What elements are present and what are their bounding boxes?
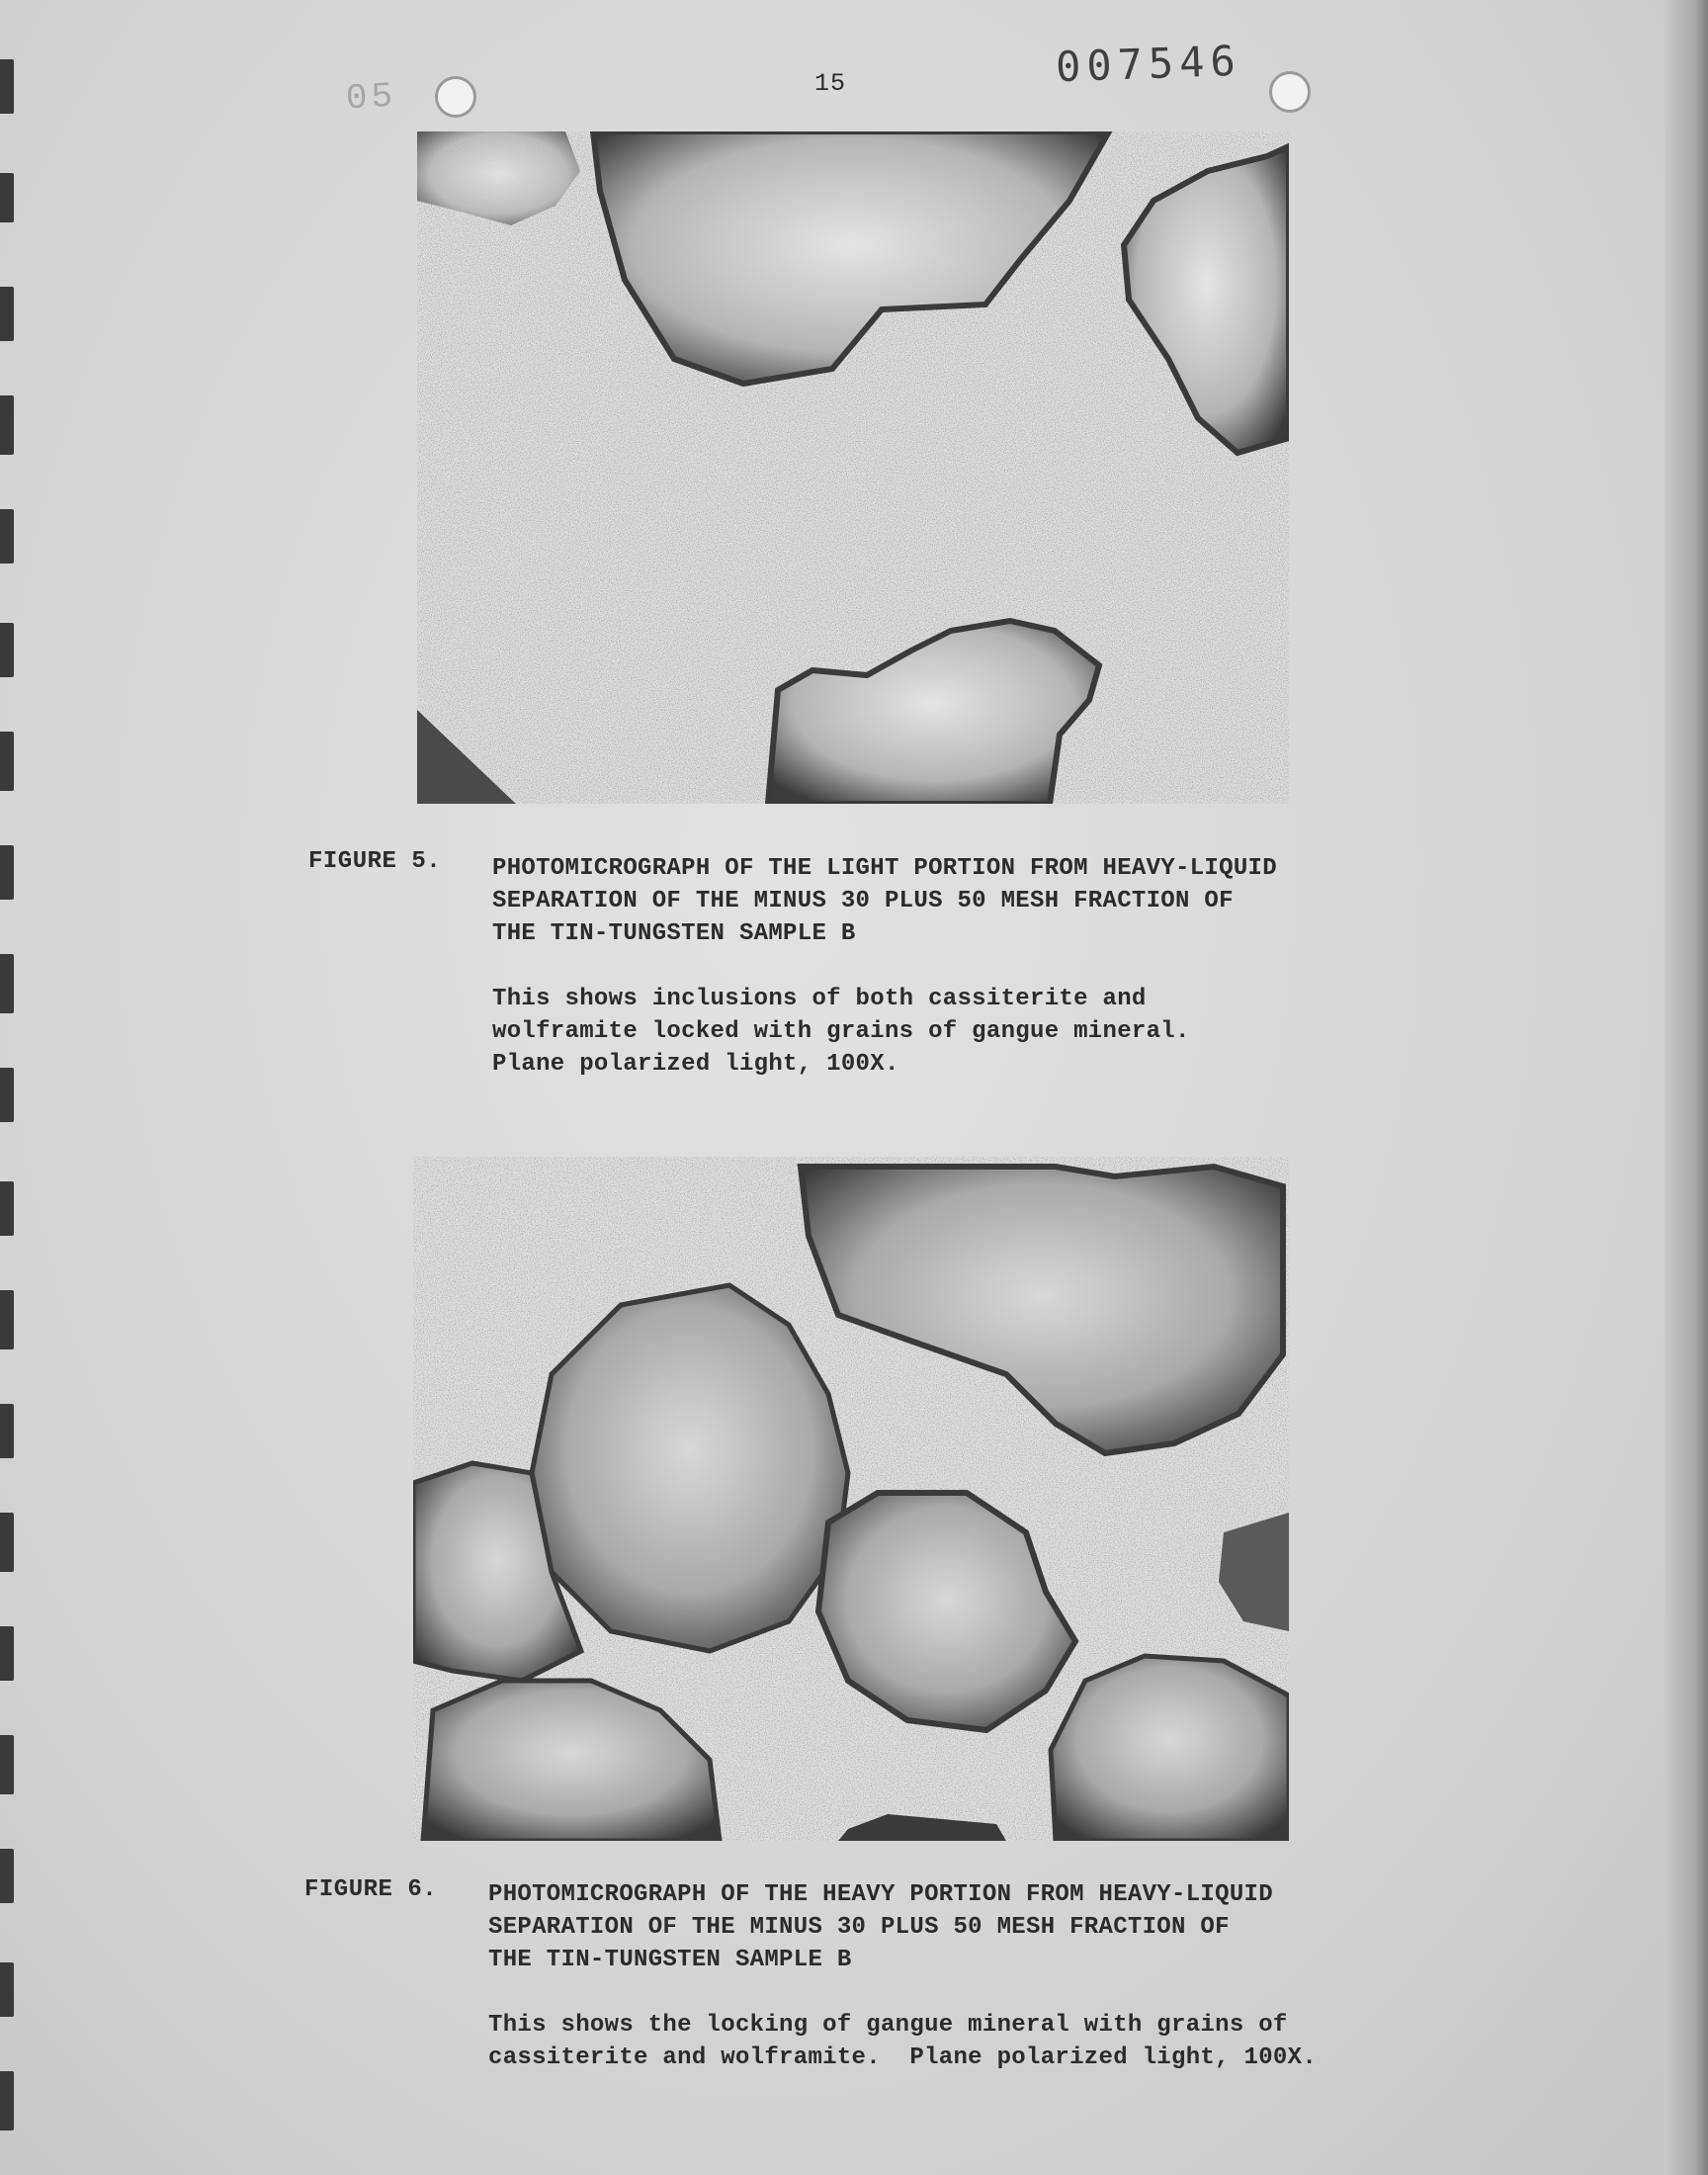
figure-6-caption [488, 1878, 1273, 1976]
caption-line: PHOTOMICROGRAPH OF THE HEAVY PORTION FROM HEAVY-LIQUID [488, 1881, 1273, 1908]
description-line: Plane polarized light, 100X. [492, 1051, 899, 1078]
description-line: cassiterite and wolframite. Plane polarized light, 100X. [488, 2044, 1318, 2071]
figure-5-description [492, 983, 1190, 1081]
page-edge-shadow [1665, 0, 1708, 2175]
figure-5-photomicrograph [417, 131, 1289, 804]
figure-6-description [488, 2009, 1317, 2074]
figure-5-caption [492, 852, 1277, 950]
caption-line: SEPARATION OF THE MINUS 30 PLUS 50 MESH FRACTION OF [492, 888, 1234, 914]
caption-line: THE TIN-TUNGSTEN SAMPLE B [492, 920, 856, 947]
caption-line: PHOTOMICROGRAPH OF THE LIGHT PORTION FROM HEAVY-LIQUID [492, 855, 1277, 882]
binding-strip [0, 0, 40, 2175]
figure-6-label: FIGURE 6. [304, 1876, 438, 1903]
description-line: wolframite locked with grains of gangue mineral. [492, 1018, 1190, 1045]
figure-6-photomicrograph [413, 1157, 1289, 1841]
caption-line: SEPARATION OF THE MINUS 30 PLUS 50 MESH FRACTION OF [488, 1914, 1230, 1941]
figure-5-label: FIGURE 5. [308, 848, 442, 875]
description-line: This shows inclusions of both cassiterite and [492, 986, 1147, 1012]
page-number: 15 [813, 69, 846, 98]
caption-line: THE TIN-TUNGSTEN SAMPLE B [488, 1947, 852, 1973]
faint-stamp: 05 [344, 75, 398, 120]
document-number-stamp: 007546 [1055, 36, 1242, 92]
description-line: This shows the locking of gangue mineral with grains of [488, 2012, 1288, 2039]
